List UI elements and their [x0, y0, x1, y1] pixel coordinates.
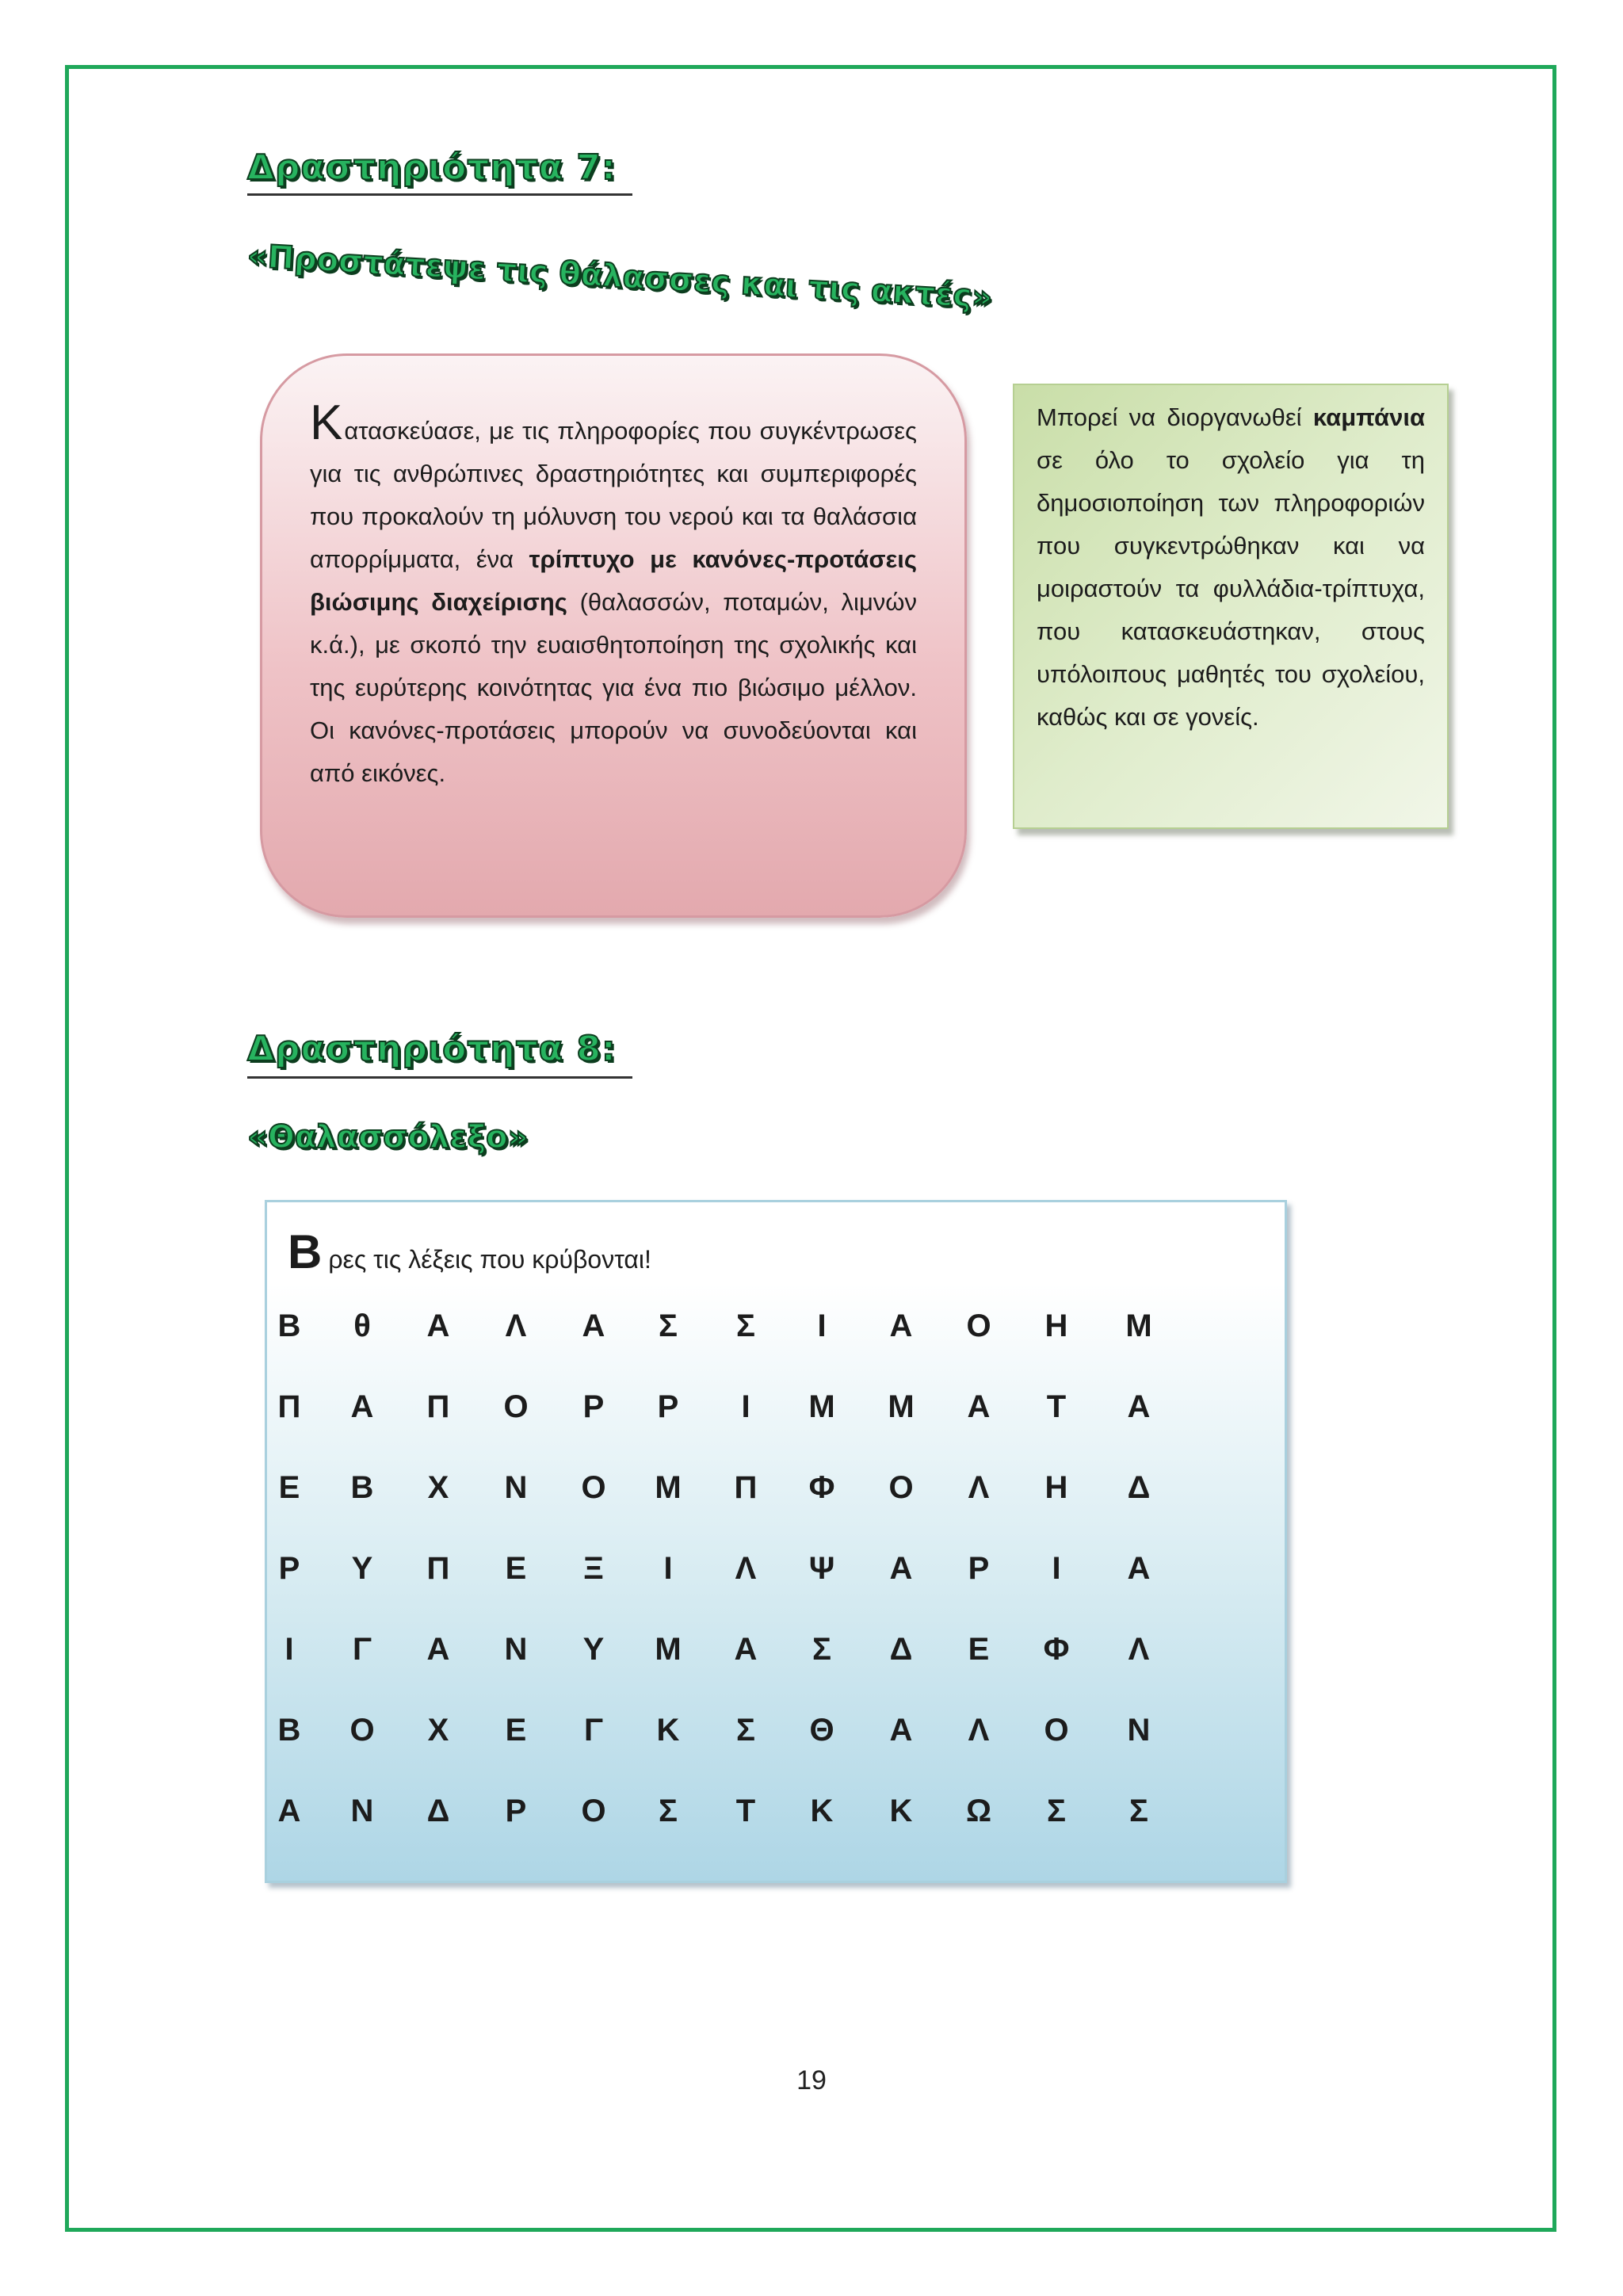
word-search-letter[interactable]: Μ: [1125, 1308, 1152, 1343]
word-search-letter[interactable]: Π: [277, 1389, 301, 1424]
word-search-letter[interactable]: Β: [277, 1713, 301, 1748]
word-search-letter[interactable]: Π: [734, 1470, 758, 1505]
word-search-letter[interactable]: Ο: [888, 1470, 914, 1505]
word-search-letter[interactable]: Ο: [349, 1713, 375, 1748]
word-search-letter[interactable]: Ε: [278, 1470, 300, 1505]
word-search-letter[interactable]: Α: [1127, 1551, 1151, 1586]
word-search-letter[interactable]: Δ: [1127, 1470, 1151, 1505]
word-search-letter[interactable]: Ο: [966, 1308, 991, 1343]
word-search-letter[interactable]: Ε: [505, 1551, 527, 1586]
word-search-letter[interactable]: Δ: [889, 1632, 913, 1667]
word-search-letter[interactable]: Ο: [1044, 1713, 1069, 1748]
word-search-letter[interactable]: Φ: [1043, 1632, 1070, 1667]
word-search-letter[interactable]: Σ: [658, 1794, 678, 1828]
word-search-letter[interactable]: Α: [734, 1632, 758, 1667]
word-search-letter[interactable]: Ξ: [583, 1551, 604, 1586]
activity-7-task-text: [310, 395, 918, 795]
page-number: 19: [796, 2065, 827, 2095]
word-search-letter[interactable]: Κ: [656, 1713, 680, 1748]
word-search-letter[interactable]: Β: [350, 1470, 374, 1505]
activity-8-heading: Δραστηριότητα 8:: [247, 1029, 617, 1069]
word-search-letter[interactable]: Γ: [583, 1713, 604, 1748]
word-search-letter[interactable]: Τ: [735, 1794, 756, 1828]
word-search-letter[interactable]: Α: [426, 1632, 450, 1667]
word-search-letter[interactable]: Λ: [735, 1551, 757, 1586]
word-search-letter[interactable]: Θ: [809, 1713, 834, 1748]
word-search-letter[interactable]: Σ: [735, 1308, 755, 1343]
activity-7-note-box: [1013, 384, 1449, 829]
word-search-letter[interactable]: Α: [889, 1713, 913, 1748]
note-text-part-1: Μπορεί να διοργανωθεί: [1037, 403, 1313, 431]
word-search-letter[interactable]: Φ: [808, 1470, 835, 1505]
word-search-letter[interactable]: Σ: [735, 1713, 755, 1748]
word-search-letter[interactable]: Ο: [503, 1389, 529, 1424]
word-search-letter[interactable]: Ι: [663, 1551, 673, 1586]
activity-8-subtitle: «Θαλασσόλεξο»: [247, 1119, 529, 1156]
word-search-letter[interactable]: Ι: [817, 1308, 827, 1343]
word-search-letter[interactable]: Ρ: [968, 1551, 990, 1586]
word-search-letter[interactable]: Ω: [965, 1794, 992, 1828]
word-search-letter[interactable]: Α: [582, 1308, 605, 1343]
word-search-letter[interactable]: Α: [889, 1551, 913, 1586]
task-text-part-1: ατασκεύασε, με τις πληροφορίες που συγκέντρωσες για τις ανθρώπινες δραστηριότητες και συμπεριφορές που προκαλούν τη μόλυνση του νερού και τα θαλάσσια απορρίμματα, ένα: [310, 417, 917, 573]
task-dropcap: Κ: [310, 395, 343, 450]
word-search-letter[interactable]: Η: [1044, 1308, 1068, 1343]
word-search-letter[interactable]: Ρ: [278, 1551, 300, 1586]
activity-7-heading: Δραστηριότητα 7:: [247, 147, 617, 188]
word-search-letter[interactable]: Ρ: [582, 1389, 605, 1424]
activity-7-subtitle: «Προστάτεψε τις θάλασσες και τις ακτές»: [246, 238, 994, 316]
word-search-letter[interactable]: Λ: [505, 1308, 527, 1343]
word-search-letter[interactable]: Μ: [808, 1389, 835, 1424]
word-search-letter[interactable]: Λ: [968, 1470, 990, 1505]
word-search-letter[interactable]: θ: [353, 1308, 371, 1343]
word-search-letter[interactable]: Δ: [426, 1794, 450, 1828]
word-search-letter[interactable]: Π: [426, 1551, 450, 1586]
word-search-letter[interactable]: Ν: [350, 1794, 374, 1828]
word-search-letter[interactable]: Η: [1044, 1470, 1068, 1505]
word-search-letter[interactable]: Α: [1127, 1389, 1151, 1424]
word-search-letter[interactable]: Α: [889, 1308, 913, 1343]
instruction-dropcap: Β: [288, 1225, 323, 1278]
instruction-text: ρες τις λέξεις που κρύβονται!: [328, 1245, 651, 1274]
word-search-instruction: [288, 1224, 651, 1279]
word-search-letter[interactable]: Υ: [351, 1551, 373, 1586]
word-search-letter[interactable]: Ψ: [808, 1551, 835, 1586]
word-search-letter[interactable]: Μ: [655, 1470, 682, 1505]
note-text-part-2: καμπάνια: [1312, 403, 1425, 431]
word-search-box: [265, 1200, 1287, 1883]
word-search-letter[interactable]: Λ: [968, 1713, 990, 1748]
activity-7-task-box: [260, 353, 967, 918]
word-search-letter[interactable]: Σ: [812, 1632, 831, 1667]
word-search-letter[interactable]: Ρ: [657, 1389, 679, 1424]
word-search-letter[interactable]: Π: [426, 1389, 450, 1424]
word-search-letter[interactable]: Υ: [582, 1632, 605, 1667]
word-search-letter[interactable]: Γ: [352, 1632, 372, 1667]
word-search-letter[interactable]: Κ: [810, 1794, 834, 1828]
word-search-letter[interactable]: Α: [967, 1389, 991, 1424]
task-text-part-3: (θαλασσών, ποταμών, λιμνών κ.ά.), με σκοπό την ευαισθητοποίηση της σχολικής και της ευρύτερης κοινότητας για ένα πιο βιώσιμο μέλλον. Οι κανόνες-προτάσεις μπορούν να συνοδεύονται και από εικόνες.: [310, 588, 918, 787]
word-search-letter[interactable]: Κ: [889, 1794, 913, 1828]
word-search-letter[interactable]: Λ: [1128, 1632, 1150, 1667]
word-search-letter[interactable]: Β: [277, 1308, 301, 1343]
word-search-letter[interactable]: Α: [277, 1794, 301, 1828]
word-search-letter[interactable]: Ν: [504, 1632, 528, 1667]
activity-8-heading-rule: [247, 1076, 632, 1079]
word-search-letter[interactable]: Ε: [968, 1632, 990, 1667]
word-search-letter[interactable]: Ο: [581, 1470, 606, 1505]
activity-7-heading-rule: [247, 193, 632, 196]
word-search-letter[interactable]: Σ: [658, 1308, 678, 1343]
word-search-letter[interactable]: Σ: [1128, 1794, 1148, 1828]
word-search-letter[interactable]: Τ: [1046, 1389, 1067, 1424]
word-search-letter[interactable]: Ι: [741, 1389, 750, 1424]
activity-7-note-text: [1037, 396, 1425, 739]
word-search-letter[interactable]: Χ: [427, 1713, 449, 1748]
task-text-part-2: τρίπτυχο με κανόνες-προτάσεις βιώσιμης διαχείρισης: [310, 545, 917, 616]
word-search-letter[interactable]: Μ: [888, 1389, 915, 1424]
word-search-letter[interactable]: Ο: [581, 1794, 606, 1828]
word-search-letter[interactable]: Ν: [1127, 1713, 1151, 1748]
word-search-letter[interactable]: Χ: [427, 1470, 449, 1505]
word-search-letter[interactable]: Α: [350, 1389, 374, 1424]
word-search-letter[interactable]: Ι: [1052, 1551, 1061, 1586]
word-search-letter[interactable]: Ν: [504, 1470, 528, 1505]
word-search-letter[interactable]: Ε: [505, 1713, 527, 1748]
note-text-part-3: σε όλο το σχολείο για τη δημοσιοποίηση των πληροφοριών που συγκεντρώθηκαν και να μοιραστούν τα φυλλάδια-τρίπτυχα, που κατασκευάστηκαν, στους υπόλοιπους μαθητές του σχολείου, καθώς και σε γονείς.: [1037, 446, 1425, 731]
word-search-letter[interactable]: Α: [426, 1308, 450, 1343]
word-search-letter[interactable]: Μ: [655, 1632, 682, 1667]
word-search-letter[interactable]: Ρ: [505, 1794, 527, 1828]
word-search-letter[interactable]: Ι: [285, 1632, 294, 1667]
word-search-letter[interactable]: Σ: [1046, 1794, 1066, 1828]
